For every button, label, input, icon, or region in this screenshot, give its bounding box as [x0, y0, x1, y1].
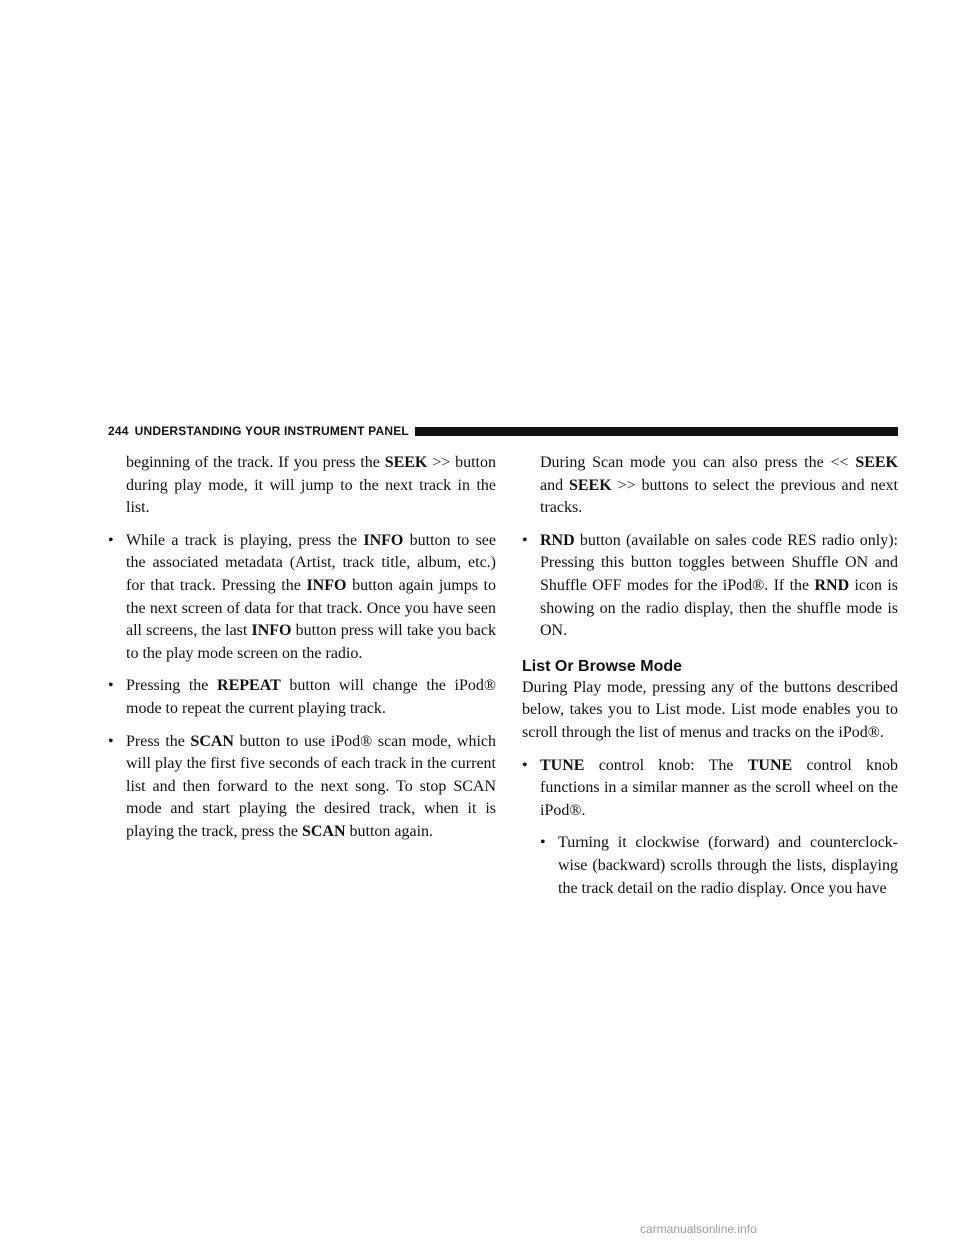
bullet-turning: • Turning it clockwise (forward) and counterclock-wise (backward) scrolls through the lists, displaying the track detail on the radio display. Once you have: [540, 834, 898, 897]
page-header: [108, 421, 898, 441]
continued-paragraph: beginning of the track. If you press the SEEK >> button during play mode, it will jump to the next track in the list.: [126, 454, 496, 517]
watermark: carmanualsonline.info: [640, 1222, 757, 1236]
section-paragraph: During Play mode, pressing any of the buttons described below, takes you to List mode. List mode enables you to scroll through the list of menus and tracks on the iPod®.: [522, 678, 898, 741]
chapter-title: UNDERSTANDING YOUR INSTRUMENT PANEL: [134, 424, 409, 438]
bullet-repeat: • Pressing the REPEAT button will change the iPod® mode to repeat the current playing track.: [108, 677, 496, 717]
bullet-icon: •: [108, 732, 114, 750]
left-column: [108, 452, 496, 844]
bullet-icon: •: [540, 834, 546, 852]
right-column: [522, 452, 898, 900]
scan-continued-paragraph: During Scan mode you can also press the << SEEK and SEEK >> buttons to select the previous and next tracks.: [540, 454, 898, 517]
bullet-icon: •: [522, 756, 528, 774]
bullet-scan: • Press the SCAN button to use iPod® scan mode, which will play the first five seconds of each track in the current list and then forward to the next song. To stop SCAN mode and start playing the desired track, when it is playing the track, press the SCAN button again.: [108, 732, 497, 840]
page-number: 244: [108, 424, 129, 438]
section-heading: List Or Browse Mode: [522, 657, 683, 675]
header-rule: [415, 427, 898, 436]
bullet-tune: • TUNE control knob: The TUNE control knob functions in a similar manner as the scroll wheel on the iPod®.: [522, 756, 898, 819]
bullet-icon: •: [108, 531, 114, 549]
bullet-icon: •: [522, 531, 528, 549]
bullet-rnd: • RND button (available on sales code RES radio only): Pressing this button toggles between Shuffle ON and Shuffle OFF modes for the iPod®. If the RND icon is showing on the radio display, then the shuffle mode is ON.: [522, 531, 899, 640]
bullet-info: • While a track is playing, press the INFO button to see the associated metadata (Artist, track title, album, etc.) for that track. Pressing the INFO button again jumps to the next screen of data for that track. Once you have seen all screens, the last INFO button press will take you back to the play mode screen on the radio.: [108, 531, 496, 662]
bullet-icon: •: [108, 677, 114, 695]
